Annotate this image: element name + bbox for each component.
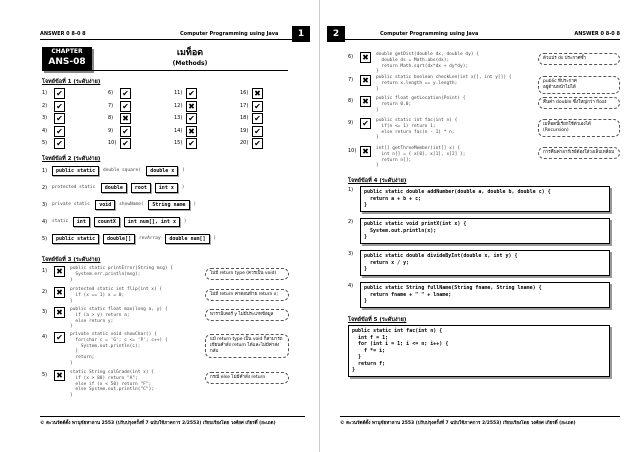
sec1-number: 10) [108, 140, 117, 146]
check-mark: ✖ [54, 266, 65, 277]
answer-pill: void [95, 200, 115, 210]
sec1-number: 20) [240, 140, 249, 146]
sec1-number: 17) [240, 102, 249, 109]
page-number: 2 [327, 26, 345, 42]
title-box [92, 47, 288, 71]
top-note: คืนค่า double ซึ่งใหญ่กว่า float [538, 97, 620, 109]
answer-pill: public static [52, 234, 99, 244]
check-mark: ✔ [120, 126, 131, 137]
right-page [320, 0, 640, 452]
check-mark: ✔ [54, 113, 65, 124]
sec2-number: 2) [42, 185, 48, 191]
sec5-title: โจทย์ข้อที่ 5 (ระดับง่าย) [348, 317, 407, 323]
top-code: int[] getThreeMember(int[] x) { int n[] = { x[0], x[1], x[2] }; return n[]; } [376, 146, 466, 169]
answer-pill: root [131, 183, 151, 193]
check-mark: ✔ [120, 88, 131, 99]
sec2-mid: showName( [119, 202, 144, 207]
sec2-number: 5) [42, 236, 48, 242]
sec1-number: 16) [240, 90, 249, 96]
check-mark: ✔ [252, 113, 263, 124]
sec1-number: 18) [240, 115, 249, 121]
header-left-text: ANSWER 0 8-0 8 [40, 31, 86, 37]
sec3-note: พารามิเตอร์ y ไม่มีประเภทข้อมูล [205, 309, 289, 321]
check-mark: ✖ [360, 96, 371, 107]
sec3-code: static String calGrade(int x) { if (x > 80) return "A"; else if (x < 50) return "F"; else System.out.println("C"); } [70, 370, 154, 399]
top-note: ตัวแปร ds ประกาศซ้ำ [538, 53, 620, 65]
header-center-text: Computer Programming using Java [380, 31, 479, 37]
sec2-prefix: static [52, 219, 69, 224]
sec3-number: 3) [42, 309, 48, 315]
top-number: 10) [348, 148, 357, 154]
sec1-number: 2) [42, 102, 48, 109]
top-number: 9) [348, 120, 354, 126]
answer-pill: double[] [103, 234, 135, 244]
answer-pill: int num[], int x [124, 217, 180, 227]
top-code: public static int fac(int n) { if(n <= 1) return 1; else return fac(n - 1) * n; } [376, 118, 458, 141]
sec1-number: 15) [174, 140, 183, 146]
sec1-title: โจทย์ข้อที่ 1 (ระดับง่าย) [42, 79, 101, 85]
title-english: (Methods) [172, 60, 208, 67]
sec2-name: revArray [139, 236, 161, 241]
title-thai: เมท็อด [176, 48, 204, 58]
check-mark: ✖ [360, 75, 371, 86]
answer-pill: double [101, 183, 127, 193]
check-mark: ✖ [186, 101, 197, 112]
sec3-note: กรณี else ไม่มีคำสั่ง return [205, 372, 289, 384]
sec3-code: public static printError(String msg) { System.err.println(msg); } [70, 266, 173, 283]
check-mark: ✔ [252, 138, 263, 149]
sec2-number: 1) [42, 168, 48, 174]
answer-pill: public static [52, 166, 99, 176]
top-code: public static boolean checkLen(int x[], int y[]) { return x.length == y.length; } [376, 75, 512, 92]
sec2-end: ) [193, 202, 197, 207]
sec2-mid: double square( [103, 168, 141, 173]
sec1-number: 3) [42, 115, 48, 121]
right-header [340, 30, 620, 40]
header-right-text: ANSWER 0 8-0 8 [574, 31, 620, 37]
page-number: 1 [292, 26, 310, 42]
sec4-code: public static double addNumber(double a, double b, double c) { return a + b + c; } [360, 186, 610, 212]
sec4-number: 4) [348, 283, 354, 289]
top-code: public float getLocation(Point) { return 0.0; } [376, 96, 466, 113]
sec2-end: ) [213, 236, 217, 241]
sec3-note: ไม่มี return type (ควรเป็น void) [205, 268, 289, 280]
check-mark: ✔ [54, 332, 65, 343]
sec3-title: โจทย์ข้อที่ 3 (ระดับง่าย) [42, 257, 101, 263]
sec4-number: 1) [348, 187, 354, 193]
sec1-number: 13) [174, 115, 183, 121]
top-note: การคืนค่าอาร์เรย์ต้องใส่วงเล็บเหลี่ยม [538, 147, 620, 159]
check-mark: ✔ [360, 118, 371, 129]
check-mark: ✔ [120, 101, 131, 112]
check-mark: ✔ [186, 113, 197, 124]
check-mark: ✔ [252, 126, 263, 137]
check-mark: ✖ [54, 307, 65, 318]
header-center-text: Computer Programming using Java [180, 31, 279, 37]
top-number: 8) [348, 98, 354, 104]
top-number: 7) [348, 77, 354, 83]
sec1-number: 11) [174, 90, 183, 96]
sec3-number: 4) [42, 334, 48, 340]
sec2-end: ) [182, 168, 185, 173]
sec2-end: ) [181, 185, 185, 190]
check-mark: ✔ [186, 88, 197, 99]
sec4-number: 2) [348, 219, 354, 225]
sec3-code: public static float max(long a, y) { if (a > y) return a; else return y; } [70, 307, 168, 330]
sec4-number: 3) [348, 251, 354, 257]
top-number: 6) [348, 54, 354, 60]
check-mark: ✔ [54, 101, 65, 112]
check-mark: ✖ [186, 126, 197, 137]
check-mark: ✖ [252, 88, 263, 99]
sec1-number: 8) [108, 115, 114, 121]
sec3-note: แม้ return type เป็น void ก็สามารถเขียนคำสั่ง return ได้และไม่มีค่าส่งกลับ [205, 334, 289, 358]
sec3-code: protected static int flip(int x) { if (x == 1) x = 0; } [70, 287, 163, 304]
check-mark: ✔ [252, 101, 263, 112]
answer-pill: String name [148, 200, 189, 210]
sec1-number: 1) [42, 90, 48, 96]
chapter-label: CHAPTER [51, 48, 83, 55]
sec2-number: 4) [42, 219, 48, 225]
sec3-number: 2) [42, 289, 48, 295]
answer-pill: int x [155, 183, 178, 193]
sec3-number: 5) [42, 372, 48, 378]
sec4-code: public static double divideByInt(double x, int y) { return x / y; } [360, 250, 610, 276]
sec1-number: 6) [108, 90, 114, 96]
sec3-number: 1) [42, 268, 48, 274]
sec1-number: 5) [42, 140, 48, 146]
sec1-number: 12) [174, 102, 183, 109]
check-mark: ✖ [120, 113, 131, 124]
check-mark: ✖ [54, 287, 65, 298]
check-mark: ✔ [54, 126, 65, 137]
sec2-prefix: private static [52, 202, 90, 207]
left-footer: © ตะวนรัตต์ตั้ง พานุชัยหาลาน 2553 (ปรับปรุงครั้งที่ 7 ฉบับใช้ภาคการ 2/2553) เรียบเรียงโดย วงศ์ยศ เกียรติ์ (ยะเถต) [40, 416, 305, 426]
sec1-number: 7) [108, 102, 114, 109]
left-header [40, 30, 305, 40]
sec2-end: ) [183, 219, 187, 224]
sec2-number: 3) [42, 202, 48, 208]
check-mark: ✔ [54, 138, 65, 149]
check-mark: ✖ [360, 52, 371, 63]
answer-pill: double num[] [165, 234, 209, 244]
answer-pill: double x [146, 166, 178, 176]
chapter-badge [42, 47, 92, 71]
top-code: double getDist(double dx, double dy) { double ds = Math.abs(dx); return Math.sqrt(dx*dx + dy*dy); } [376, 52, 479, 75]
right-footer: © ตะวนรัตต์ตั้ง พานุชัยหาลาน 2553 (ปรับปรุงครั้งที่ 7 ฉบับใช้ภาคการ 2/2553) เรียบเรียงโดย วงศ์ยศ เกียรติ์ (ยะเถต) [340, 416, 620, 426]
sec2-title: โจทย์ข้อที่ 2 (ระดับง่าย) [42, 156, 101, 162]
sec4-title: โจทย์ข้อที่ 4 (ระดับง่าย) [348, 178, 407, 184]
check-mark: ✖ [360, 146, 371, 157]
sec3-code: private static void showChar() { for(char c = 'G'; c <= 'P'; c++) { System.out.println(c); } return; } [70, 332, 168, 366]
sec1-number: 4) [42, 127, 48, 134]
check-mark: ✔ [54, 88, 65, 99]
sec4-code: public static String fullName(String fname, String lname) { return fname + " " + lname; } [360, 282, 610, 308]
check-mark: ✔ [120, 138, 131, 149]
top-note: public ที่ประกาศ อยู่ด้านหน้าไม่ได้ [538, 76, 620, 94]
check-mark: ✖ [54, 370, 65, 381]
sec5-code: public static int fac(int n) { int f = 1; for (int i = 1; i <= n; i++) { f *= i; } return f; } [348, 325, 610, 377]
sec1-number: 14) [174, 127, 183, 134]
sec3-note: ไม่มี return ค่าตอนท้าย return x; [205, 289, 289, 301]
chapter-code: ANS-08 [48, 57, 86, 67]
check-mark: ✔ [186, 138, 197, 149]
answer-pill: int [73, 217, 90, 227]
top-note: เมท็อดนี้เรียกใช้ตัวเองได้ (Recursion) [538, 119, 620, 137]
sec1-number: 9) [108, 127, 114, 134]
sec4-code: public static void printX(int x) { System.out.println(x); } [360, 218, 610, 244]
sec2-prefix: protected static [52, 185, 96, 190]
sec1-number: 19) [240, 127, 249, 134]
answer-pill: countX [94, 217, 120, 227]
